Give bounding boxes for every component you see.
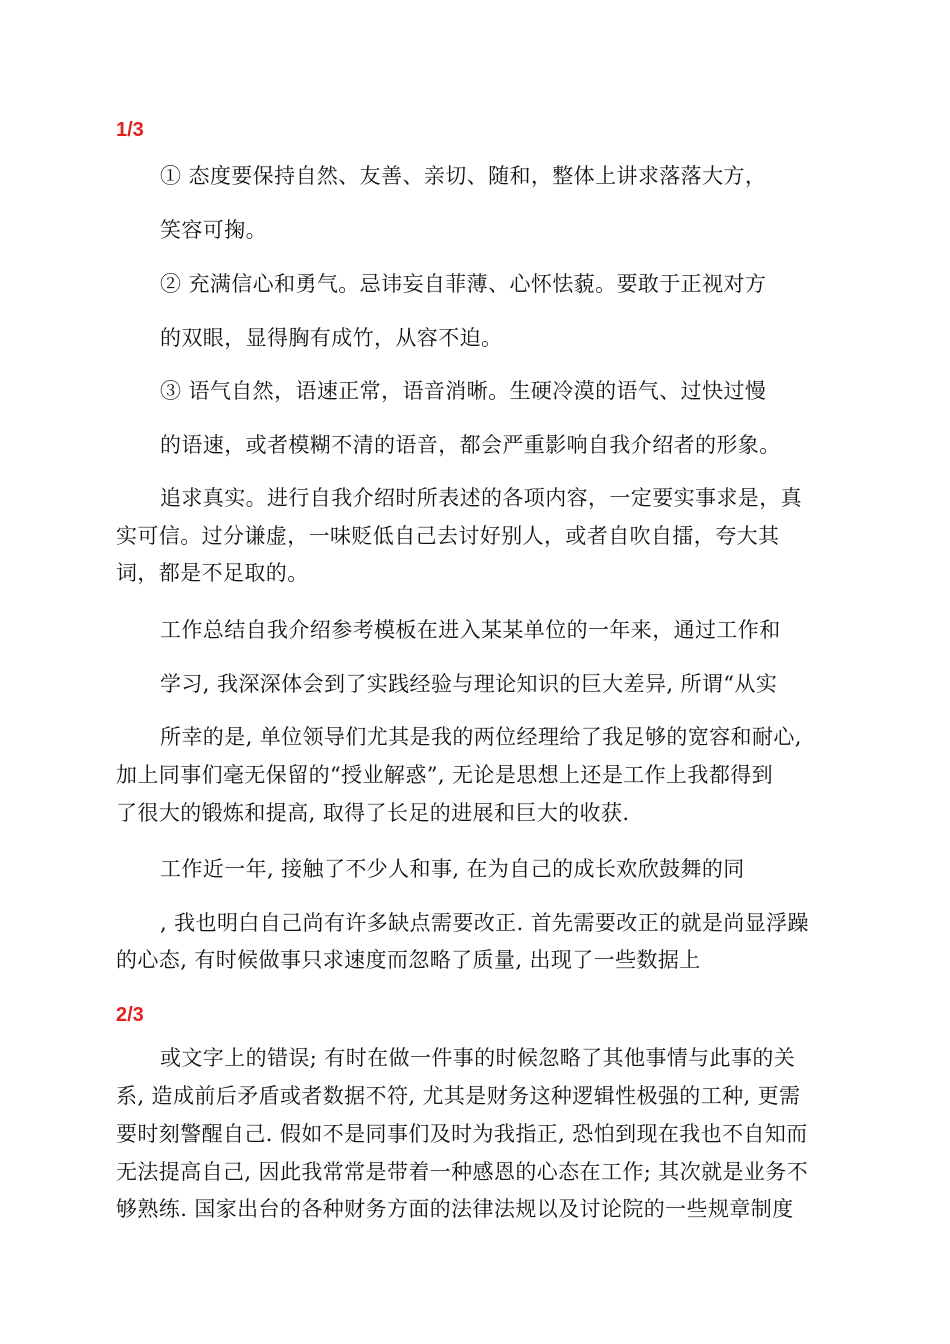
text-line: 实可信。过分谦虚，一味贬低自己去讨好别人，或者自吹自擂，夸大其 bbox=[116, 524, 780, 548]
text-line: ③ 语气自然，语速正常，语音消晰。生硬冷漠的语气、过快过慢 bbox=[160, 379, 767, 403]
text-line: 词，都是不足取的。 bbox=[116, 561, 309, 585]
text-line: 的心态, 有时候做事只求速度而忽略了质量, 出现了一些数据上 bbox=[116, 948, 701, 972]
text-line: 系, 造成前后矛盾或者数据不符, 尤其是财务这种逻辑性极强的工种, 更需 bbox=[116, 1084, 801, 1108]
text-line: 笑容可掬。 bbox=[160, 218, 267, 242]
text-line: 或文字上的错误; 有时在做一件事的时候忽略了其他事情与此事的关 bbox=[160, 1046, 796, 1070]
text-line: 够熟练. 国家出台的各种财务方面的法律法规以及讨论院的一些规章制度 bbox=[116, 1197, 794, 1221]
text-line: 要时刻警醒自己. 假如不是同事们及时为我指正, 恐怕到现在我也不自知而 bbox=[116, 1122, 808, 1146]
text-line: 了很大的锻炼和提高, 取得了长足的进展和巨大的收获. bbox=[116, 801, 630, 825]
text-line: 加上同事们毫无保留的“授业解惑”, 无论是思想上还是工作上我都得到 bbox=[116, 763, 774, 787]
text-line: 的语速，或者模糊不清的语音，都会严重影响自我介绍者的形象。 bbox=[160, 433, 781, 457]
text-line: 工作近一年, 接触了不少人和事, 在为自己的成长欢欣鼓舞的同 bbox=[160, 857, 745, 881]
text-line: ② 充满信心和勇气。忌讳妄自菲薄、心怀怯藐。要敢于正视对方 bbox=[160, 272, 767, 296]
text-line: 学习, 我深深体会到了实践经验与理论知识的巨大差异, 所谓“从实 bbox=[160, 672, 778, 696]
text-line: 的双眼，显得胸有成竹，从容不迫。 bbox=[160, 326, 503, 350]
text-line: , 我也明白自己尚有许多缺点需要改正. 首先需要改正的就是尚显浮躁 bbox=[160, 911, 809, 935]
text-line: ① 态度要保持自然、友善、亲切、随和，整体上讲求落落大方， bbox=[160, 164, 767, 188]
page-marker-2: 2/3 bbox=[116, 1004, 144, 1026]
text-line: 无法提高自己, 因此我常常是带着一种感恩的心态在工作; 其次就是业务不 bbox=[116, 1160, 809, 1184]
text-line: 所幸的是, 单位领导们尤其是我的两位经理给了我足够的宽容和耐心, bbox=[160, 725, 802, 749]
page-marker-1: 1/3 bbox=[116, 119, 144, 141]
text-line: 追求真实。进行自我介绍时所表述的各项内容，一定要实事求是，真 bbox=[160, 486, 802, 510]
text-line: 工作总结自我介绍参考模板在进入某某单位的一年来，通过工作和 bbox=[160, 618, 781, 642]
